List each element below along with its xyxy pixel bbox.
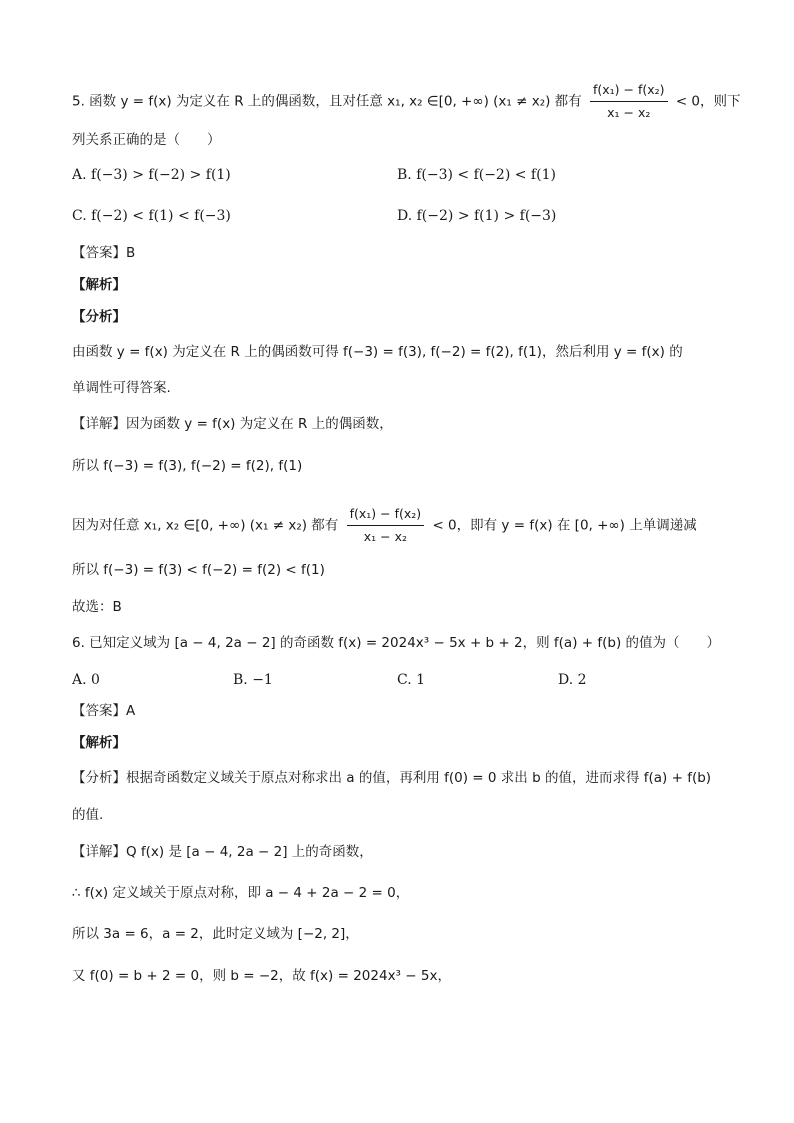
q6-xiangjie-line2: ∴ f(x) 定义域关于原点对称，即 a − 4 + 2a − 2 = 0， bbox=[72, 885, 410, 901]
q5-answer: 【答案】B bbox=[72, 245, 136, 261]
q6-fenxi-line2: 的值. bbox=[72, 807, 104, 823]
q5-xiangjie-line3-prefix: 因为对任意 x₁, x₂ ∈[0, +∞) (x₁ ≠ x₂) 都有 bbox=[72, 517, 339, 534]
q5-fenxi-label: 【分析】 bbox=[72, 309, 126, 325]
q5-final-choice: 故选：B bbox=[72, 599, 122, 615]
q5-fenxi-line1: 由函数 y = f(x) 为定义在 R 上的偶函数可得 f(−3) = f(3), f(−2) = f(2), f(1)，然后利用 y = f(x) 的 bbox=[72, 344, 683, 360]
q5-condition-fraction bbox=[590, 80, 668, 123]
q5-option-c: C. f(−2) < f(1) < f(−3) bbox=[72, 208, 231, 224]
q6-option-c: C. 1 bbox=[397, 672, 426, 688]
q6-xiangjie-line3: 所以 3a = 6，a = 2，此时定义域为 [−2, 2]， bbox=[72, 926, 359, 942]
q5-xiangjie-line4: 所以 f(−3) = f(3) < f(−2) = f(2) < f(1) bbox=[72, 562, 325, 578]
fraction-denominator: x₁ − x₂ bbox=[363, 529, 407, 544]
q5-stem-line1 bbox=[72, 80, 741, 123]
q5-xiangjie-line1: 【详解】因为函数 y = f(x) 为定义在 R 上的偶函数， bbox=[72, 416, 393, 432]
q6-xiangjie-line4: 又 f(0) = b + 2 = 0，则 b = −2，故 f(x) = 2024x³ − 5x， bbox=[72, 968, 451, 984]
q5-fenxi-line2: 单调性可得答案. bbox=[72, 380, 171, 396]
fraction-numerator: f(x₁) − f(x₂) bbox=[347, 504, 425, 526]
q6-option-a: A. 0 bbox=[72, 672, 100, 688]
q5-xiangjie-line3-suffix: < 0，即有 y = f(x) 在 [0, +∞) 上单调递减 bbox=[432, 517, 697, 534]
q5-stem-prefix: 5. 函数 y = f(x) 为定义在 R 上的偶函数，且对任意 x₁, x₂ ∈[0, +∞) (x₁ ≠ x₂) 都有 bbox=[72, 93, 582, 110]
q5-stem-suffix: < 0，则下 bbox=[675, 93, 741, 110]
q6-answer: 【答案】A bbox=[72, 703, 136, 719]
q6-stem: 6. 已知定义域为 [a − 4, 2a − 2] 的奇函数 f(x) = 2024x³ − 5x + b + 2，则 f(a) + f(b) 的值为（ ） bbox=[72, 635, 720, 651]
q5-option-d: D. f(−2) > f(1) > f(−3) bbox=[397, 208, 557, 224]
fraction-numerator: f(x₁) − f(x₂) bbox=[590, 80, 668, 102]
q5-option-a: A. f(−3) > f(−2) > f(1) bbox=[72, 167, 231, 183]
q6-xiangjie-line1: 【详解】Q f(x) 是 [a − 4, 2a − 2] 上的奇函数， bbox=[72, 844, 373, 860]
q6-option-b: B. −1 bbox=[233, 672, 273, 688]
q6-option-d: D. 2 bbox=[558, 672, 587, 688]
q5-xiangjie-fraction bbox=[347, 504, 425, 547]
q5-stem-line2: 列关系正确的是（ ） bbox=[72, 132, 221, 148]
q5-jiexi-label: 【解析】 bbox=[72, 277, 126, 293]
q5-option-b: B. f(−3) < f(−2) < f(1) bbox=[397, 167, 556, 183]
q5-xiangjie-line3 bbox=[72, 504, 697, 547]
q5-xiangjie-line2: 所以 f(−3) = f(3), f(−2) = f(2), f(1) bbox=[72, 458, 303, 474]
q6-jiexi-label: 【解析】 bbox=[72, 735, 126, 751]
fraction-denominator: x₁ − x₂ bbox=[607, 105, 651, 120]
q6-fenxi-line1: 【分析】根据奇函数定义域关于原点对称求出 a 的值，再利用 f(0) = 0 求出 b 的值，进而求得 f(a) + f(b) bbox=[72, 770, 712, 786]
